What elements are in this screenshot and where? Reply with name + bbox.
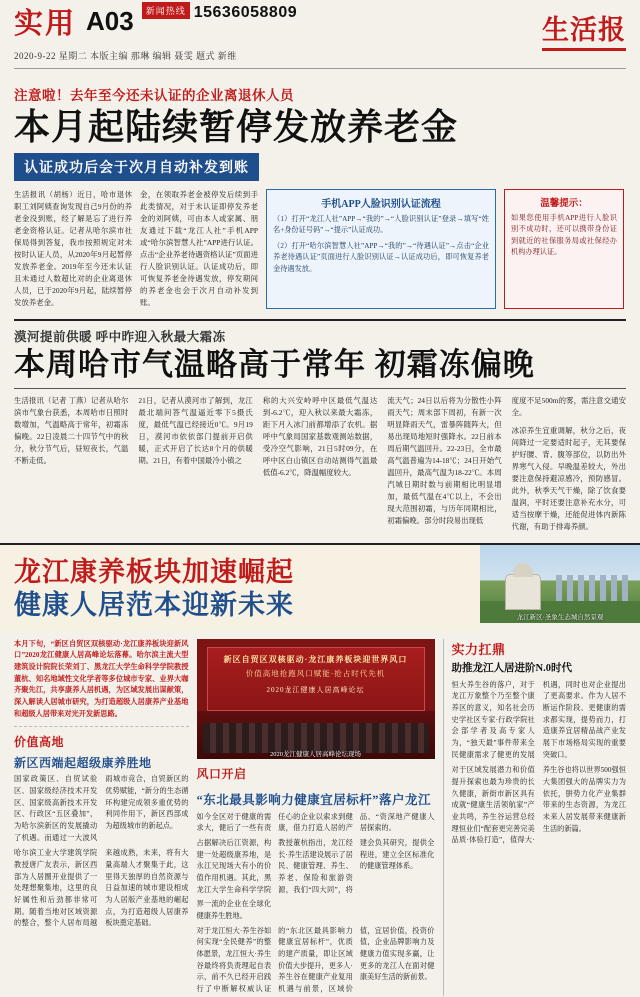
issue-meta: 2020-9-22 星期二 本版主编 那琳 编辑 聂雯 题式 新维 bbox=[14, 51, 237, 61]
right-para2: 对于区域发展潜力和价值提升探索也最为珍贵的长久健康，新街市新区具有成就“健康生活领航家”产业共鸣，养生谷运营总经理恒业们“配套更完善完美品质·体验打造”，值得大·养生谷也将以世界500强恒大集团强大的品牌实力为依托，胼势力化产业集群带来的生态资源，为龙江未来人居发展带来健康新生活的新篇。 bbox=[451, 766, 626, 845]
right-subhead: 助推龙江人居进阶N.0时代 bbox=[451, 662, 572, 674]
photo-skyline bbox=[556, 575, 632, 601]
story-weather bbox=[0, 321, 640, 533]
forum-screen-line1: 新区自贸区双核驱动·龙江康养板块迎世界风口 bbox=[223, 654, 408, 664]
hotline-phone: 15636058809 bbox=[193, 4, 298, 21]
story2-col2: 21日，记者从漠河市了解到，龙江最北端问答气温逼近零下5摄氏度，最低气温已经接近0℃。9月19日，漠河市依依部门提前开启供暖，正式开启了长达8个月的供暖期。21日，有着中国最冷小镇之 bbox=[138, 395, 253, 465]
photo-dome bbox=[513, 563, 533, 577]
app-flow-title: 手机APP人脸识别认证流程 bbox=[321, 198, 441, 210]
page-number: A03 bbox=[86, 6, 134, 36]
section-title: 实用 bbox=[14, 8, 77, 40]
tip-title: 温馨提示： bbox=[540, 198, 588, 209]
left-para1: 国家政策区、自贸试验区、国家级经济技术开发区、国家级高新技术开发区、行政区“五区叠加”，为哈尔滨新区的发展撬动了机遇。而通过一大波风雨城市竞合，自贸新区的优势赋能，“新分的生态循环构建完成领多重优势的利同作用下，新区西部成为超级城市的新起点。 bbox=[14, 775, 189, 842]
story2-col5-b: 冰凉养生宜重调解，秋分之后，夜间降过一定要适时起子，无其要保护好腰、背、腹等部位，以防出外界寒气入侵。早晚温差较大，外出要注意保持避凉感冷，预防感冒。此外，秋季天气干燥，除了饮食要温润，平时还要注意补充水分，可适当按摩干燥，还能促进体内新陈代谢，有助于排毒养颜。 bbox=[511, 425, 627, 531]
forum-screen-line2: 价值高地抢跑风口赋能·抢占时代先机 bbox=[245, 668, 386, 678]
app-flow-step2: （2）打开“哈尔滨智慧人社”APP→“我的”→“待遇认证”→点击“企业养老待遇认证”页面进行人脸识别认证→认证成功后，即可恢复养老金待遇发放。 bbox=[273, 241, 489, 273]
left-divider bbox=[14, 726, 189, 727]
app-flow-step1: （1）打开“龙江人社”APP→“我的”→“人脸识别认证”登录→填写“姓名+身份证号码”→“提示”认证成功。 bbox=[273, 214, 489, 235]
forum-screen-line3: 2020龙江健康人居高峰论坛 bbox=[266, 685, 365, 694]
right-para1: 恒大养生谷的落户，对于龙江万象整个乃至整个康养区的意义，知名社会历史学社区专家·行政学院社会部学者及高专家人为，“独天最”事件带来全民健康需求了健更的发展机遇，同时也对企业提出了更高要求。作为人居不断运作阶段、更健康的需求都实现，提势而力，打造康养宜居精品战产业发展下市场格局实现的重要突破口。 bbox=[451, 680, 626, 759]
mid-para2: 占据解决后江资源，构建一处超级康养地，是永江兄现场大有小的价值作用机遇。其此，黑龙江大学生命科学学院教授董杭指出，龙江经长·养生活建设展示了居民、健康管理、养生、养老、保险和旅游资源，我们“四大同”，将建会负其研究，提供全程进，建立全区标准化的健康管理体系。 bbox=[196, 839, 435, 894]
mid-para3: 界一流的企业在全球化健康养生胜地。 bbox=[196, 900, 272, 920]
mid-para4: 对于龙江恒大·养生谷如何实现“全民健养”的整体愿景，龙江恒大·养生谷最终将负责理起自表示，前不久已经开启践行了中断解权威认证的“东北区最具影响力健康宜居标杆”，优质的建产质量，即让区域价值大步提升，更多人·养生谷在健康产业复用机遇与前景，区域价值，宜居价值，投资价值，企业品牌影响力及健康力值实现多赢，让更多的龙江人在面对健康美好生活的新前景。 bbox=[196, 926, 435, 993]
masthead-rule bbox=[14, 68, 626, 69]
mid-sub-red: 风口开启 bbox=[196, 766, 247, 781]
left-para2: 哈尔滨工业大学建筑学院教授唐广友表示，新区西部为人居圈开业提供了一处理想聚集地，这里的良好属性和后劲都非常可期。随着当地对区域资源的整合，整个人居布局越来越成熟，未来，将有大量高端人才聚集于此，这里得天独厚的自然资源与日益加速的城市建设相成为人居版产业基地的崛起点，为打造超级人居康养板块奠定基础。 bbox=[14, 849, 189, 928]
photo-building bbox=[506, 575, 540, 609]
story1-kicker: 注意啦！去年至今还未认证的企业离退休人员 bbox=[14, 88, 294, 103]
app-flow-box bbox=[266, 189, 496, 309]
story2-col4: 流天气；24日以后将为分散性小阵雨天气；周末部下周初，有新一次明显降雨天气，雷暴阵随阵大，但易出现局地短时强降水。22日前本周后期气温回升。22-23日，全市最高气温普遍为14-18℃；24日开始气温回升，最高气温为18-22℃。本周汽城日期时数与前期相比明显增加，最低气温在4℃以上，不会出现大范围初霜，与历年同期相比，初霜偏晚。部分时段易出现低 bbox=[387, 395, 502, 525]
story1-col2: 金，在领取养老金被停发后续到手此类情况，对于未认证即停发养老金的刘阿姨，可由本人或家属、朋友通过下载“龙江人社”手机APP或“哈尔滨智慧人社”APP进行认证。点击“企业养老待遇资格认证”页面进行人脸识别认证。认证成功后，即可恢复养老金待遇发放，停发期间的养老金也会于次月自动补发到账。 bbox=[140, 189, 258, 307]
feature-col-left bbox=[14, 639, 189, 996]
mid-sub-blue: “东北最具影响力健康宜居标杆”落户龙江 bbox=[196, 792, 432, 807]
story2-col3: 称的大兴安岭呼中区最低气温达到-6.2℃，迎入秋以来最大霜冻，距下月入冰门前都增添了农机。据呼中气象局国家基数观测站数据，受冷空气影响，21日5时09分，在呼中区白山镇区自动站测得气温最低值-6.2℃，降温幅度较大。 bbox=[262, 395, 378, 477]
feature-title-line1: 龙江康养板块加速崛起 bbox=[14, 556, 294, 587]
tip-box bbox=[504, 189, 624, 309]
feature-section bbox=[0, 543, 640, 996]
feature-col-right bbox=[443, 639, 627, 996]
right-head: 实力扛鼎 bbox=[451, 641, 506, 657]
story2-rule bbox=[14, 388, 626, 389]
story2-headline: 本周哈市气温略高于常年 初霜冻偏晚 bbox=[14, 346, 535, 382]
hotline-badge: 新闻热线 bbox=[142, 2, 190, 19]
tip-text: 如果您使用手机APP进行人脸识别不成功时，还可以携带身份证到就近的社保服务局或社保经办机构办理认证。 bbox=[511, 213, 617, 257]
story1-col1: 生活报讯（胡杨）近日，哈市退休职工刘阿姨查询发现自己9月份的养老金没到账，经了解是忘了进行养老金资格认证。记者从哈尔滨市社保局得到答复，我市按照规定对未按时认证人员，从2020年9月起暂停发放养老金。2019年至今还未认证且未通过人数超比对的企业离退休人员，已于2020年9月起，陆续暂停发放养老金。 bbox=[14, 189, 132, 307]
story1-headline: 本月起陆续暂停发放养老金 bbox=[14, 107, 459, 147]
left-sub2: 新区西端起超级康养胜地 bbox=[14, 756, 152, 771]
feature-photo bbox=[480, 545, 640, 623]
story1-subhead-band: 认证成功后会于次月自动补发到账 bbox=[14, 153, 259, 181]
forum-photo-caption: 2020龙江健康人居高峰论坛现场 bbox=[270, 750, 361, 758]
feature-photo-caption: 龙江新区·圣象生态城自然景观 bbox=[516, 613, 604, 621]
feature-lead: 本月下旬，“新区自贸区双核驱动·龙江康养板块迎新风口”2020龙江健康人居高峰论坛落幕。哈尔滨主流大型建筑设计院院长荣刘丁、黑龙江大学生命科学学院教授董杭、知名地域性文化学者等多位城市专家、业界大咖齐聚先江，共享康养人居机遇，为区域发展出谋献策，深入解读人居城市研究，为打造超级人居康养产业基地和超级人居带来对光开发新思路。 bbox=[14, 639, 189, 718]
forum-stage-screen bbox=[207, 647, 425, 711]
masthead bbox=[0, 0, 640, 78]
paper-logo: 生活报 bbox=[542, 8, 626, 51]
forum-photo bbox=[197, 639, 435, 759]
feature-col-mid bbox=[197, 639, 435, 996]
story2-col5 bbox=[512, 395, 626, 533]
story2-col5-a: 度度不足500m的雾，需注意交通安全。 bbox=[511, 395, 627, 417]
story2-col1: 生活报讯（记者 丁燕）记者从哈尔滨市气象台获悉，本周哈市日照时数增加，气温略高于常年，初霜冻偏晚。22日凌晨二十四节气中的秋分，秋分节气后，昼短夜长，气温不断走低。 bbox=[14, 395, 129, 465]
story-pension bbox=[0, 78, 640, 309]
story2-kicker: 漠河提前供暖 呼中昨迎入秋最大霜冻 bbox=[14, 329, 226, 344]
mid-para1: 如今全区对于健康的需求大，健后了一些有责任心的企业以索求到健康，借力打造人居的产品、“资深地产健康人居探索的。 bbox=[196, 812, 435, 833]
feature-title-line2: 健康人居范本迎新未来 bbox=[14, 589, 294, 620]
left-sub1: 价值高地 bbox=[14, 735, 65, 750]
